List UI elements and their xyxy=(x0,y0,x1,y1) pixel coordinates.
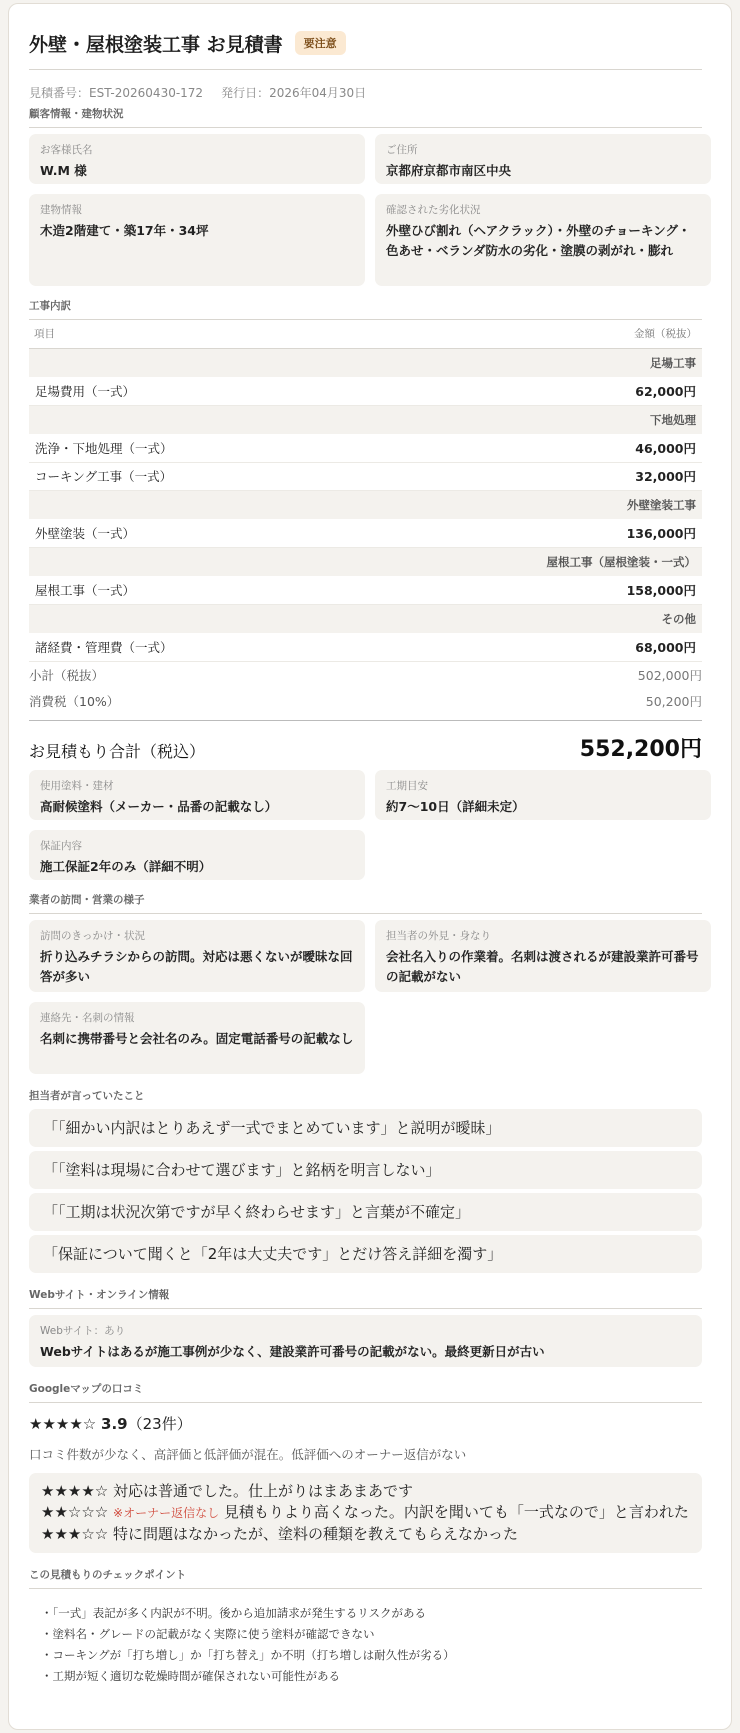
website-card xyxy=(29,1315,702,1367)
checkpoint-item: ・「一式」表記が多く内訳が不明。後から追加請求が発生するリスクがある xyxy=(41,1605,427,1620)
category-row: 足場工事 xyxy=(29,348,702,377)
review-list xyxy=(29,1473,702,1553)
customer-name-card xyxy=(29,134,365,184)
subtotal-label: 小計（税抜） xyxy=(29,667,105,683)
field-label: 訪問のきっかけ・状況 xyxy=(40,929,145,942)
field-label: お客様氏名 xyxy=(40,144,93,156)
col-item: 項目 xyxy=(29,320,465,348)
field-label: 確認された劣化状況 xyxy=(386,204,481,216)
field-label: ご住所 xyxy=(386,144,418,156)
field-label: Webサイト：あり xyxy=(40,1324,126,1337)
deterioration-card xyxy=(375,194,711,286)
field-value: 京都府京都市南区中央 xyxy=(386,163,512,178)
review-summary: 口コミ件数が少なく、高評価と低評価が混在。低評価へのオーナー返信がない xyxy=(29,1446,467,1462)
spec-grid xyxy=(29,770,702,880)
review-item xyxy=(41,1524,690,1545)
owner-no-reply-note: ※オーナー返信なし xyxy=(113,1505,220,1520)
field-label: 担当者の外見・身なり xyxy=(386,929,491,942)
review-text: 見積もりより高くなった。内訳を聞いても「一式なので」と言われた xyxy=(223,1502,689,1521)
field-label: 保証内容 xyxy=(40,839,82,852)
review-text: 特に問題はなかったが、塗料の種類を教えてもらえなかった xyxy=(113,1524,519,1543)
field-label: 建物情報 xyxy=(40,204,82,216)
field-value: 木造2階建て・築17年・34坪 xyxy=(40,223,209,238)
divider xyxy=(29,69,702,70)
star-rating-icon: ★★☆☆☆ xyxy=(41,1502,109,1521)
work-table xyxy=(29,320,702,662)
quote-item: 「「細かい内訳はとりあえず一式でまとめています」と説明が曖昧」 xyxy=(29,1109,702,1147)
field-value: 約7〜10日（詳細未定） xyxy=(386,798,525,814)
tax-label: 消費税（10%） xyxy=(29,693,120,709)
table-header xyxy=(29,320,702,348)
rating-score: 3.9 xyxy=(101,1414,128,1433)
review-item xyxy=(41,1481,690,1502)
field-value: 施工保証2年のみ（詳細不明） xyxy=(40,858,212,874)
issue-date: 発行日：2026年04月30日 xyxy=(221,86,367,100)
section-title-website: Webサイト・オンライン情報 xyxy=(29,1287,702,1309)
schedule-card xyxy=(375,770,711,820)
field-value: W.M 様 xyxy=(40,163,87,178)
review-text: 対応は普通でした。仕上がりはまあまあです xyxy=(113,1481,414,1500)
appearance-card xyxy=(375,920,711,992)
section-title-google: Googleマップの口コミ xyxy=(29,1381,702,1403)
table-row: 諸経費・管理費（一式） 68,000円 xyxy=(29,633,702,661)
visit-grid xyxy=(29,920,702,1074)
subtotal-row xyxy=(29,662,702,688)
warning-badge: 要注意 xyxy=(295,31,346,55)
quote-item: 「「塗料は現場に合わせて選びます」と銘柄を明言しない」 xyxy=(29,1151,702,1189)
field-value: Webサイトはあるが施工事例が少なく、建設業許可番号の記載がない。最終更新日が古い xyxy=(40,1343,545,1359)
section-title-quotes: 担当者が言っていたこと xyxy=(29,1089,145,1102)
field-value: 名刺に携帯番号と会社名のみ。固定電話番号の記載なし xyxy=(40,1030,354,1046)
total-row xyxy=(29,720,702,762)
contact-card xyxy=(29,1002,365,1074)
field-value: 高耐候塗料（メーカー・品番の記載なし） xyxy=(40,798,278,814)
subtotal-value: 502,000円 xyxy=(637,667,702,683)
field-value: 外壁ひび割れ（ヘアクラック）・外壁のチョーキング・色あせ・ベランダ防水の劣化・塗膜の剥がれ・膨れ xyxy=(386,223,691,258)
visit-trigger-card xyxy=(29,920,365,992)
quote-item: 「保証について聞くと「2年は大丈夫です」とだけ答え詳細を濁す」 xyxy=(29,1235,702,1273)
tax-row xyxy=(29,688,702,714)
table-row: コーキング工事（一式） 32,000円 xyxy=(29,462,702,490)
field-value: 折り込みチラシからの訪問。対応は悪くないが曖昧な回答が多い xyxy=(40,948,353,984)
checkpoint-item: ・塗料名・グレードの記載がなく実際に使う塗料が確認できない xyxy=(41,1626,375,1641)
tax-value: 50,200円 xyxy=(645,693,702,709)
field-label: 工期目安 xyxy=(386,779,428,792)
table-row: 外壁塗装（一式） 136,000円 xyxy=(29,519,702,547)
material-card xyxy=(29,770,365,820)
section-title-visit: 業者の訪問・営業の様子 xyxy=(29,892,702,914)
table-row: 屋根工事（一式） 158,000円 xyxy=(29,576,702,604)
estimate-document xyxy=(8,3,732,1730)
field-value: 会社名入りの作業着。名刺は渡されるが建設業許可番号の記載がない xyxy=(386,948,699,984)
total-label: お見積もり合計（税込） xyxy=(29,741,206,761)
category-row: 外壁塗装工事 xyxy=(29,490,702,519)
quote-item: 「「工期は状況次第ですが早く終わらせます」と言葉が不確定」 xyxy=(29,1193,702,1231)
estimate-number: 見積番号：EST-20260430-172 xyxy=(29,86,204,100)
title-row xyxy=(29,28,702,58)
rating-summary xyxy=(29,1413,702,1433)
star-rating-icon: ★★★★☆ xyxy=(29,1414,97,1433)
customer-grid xyxy=(29,134,702,286)
checkpoint-item: ・工期が短く適切な乾燥時間が確保されない可能性がある xyxy=(41,1668,340,1683)
section-title-checkpoints: この見積もりのチェックポイント xyxy=(29,1567,702,1589)
checkpoint-list xyxy=(29,1603,702,1687)
building-info-card xyxy=(29,194,365,286)
review-item xyxy=(41,1502,690,1524)
category-row: 屋根工事（屋根塗装・一式） xyxy=(29,547,702,576)
rating-count: （23件） xyxy=(127,1414,192,1433)
page-title: 外壁・屋根塗装工事 お見積書 xyxy=(29,33,283,56)
warranty-card xyxy=(29,830,365,880)
category-row: 下地処理 xyxy=(29,405,702,434)
category-row: その他 xyxy=(29,604,702,633)
table-row: 足場費用（一式） 62,000円 xyxy=(29,377,702,405)
field-label: 連絡先・名刺の情報 xyxy=(40,1011,135,1024)
section-title-work: 工事内訳 xyxy=(29,298,702,320)
section-title-customer: 顧客情報・建物状況 xyxy=(29,106,702,128)
col-amount: 金額（税抜） xyxy=(465,320,702,348)
total-value: 552,200円 xyxy=(579,736,702,762)
estimate-meta xyxy=(29,84,702,100)
customer-address-card xyxy=(375,134,711,184)
table-row: 洗浄・下地処理（一式） 46,000円 xyxy=(29,434,702,462)
quote-list xyxy=(29,1109,702,1273)
field-label: 使用塗料・建材 xyxy=(40,779,114,792)
star-rating-icon: ★★★☆☆ xyxy=(41,1524,109,1543)
checkpoint-item: ・コーキングが「打ち増し」か「打ち替え」か不明（打ち増しは耐久性が劣る） xyxy=(41,1647,455,1662)
star-rating-icon: ★★★★☆ xyxy=(41,1481,109,1500)
